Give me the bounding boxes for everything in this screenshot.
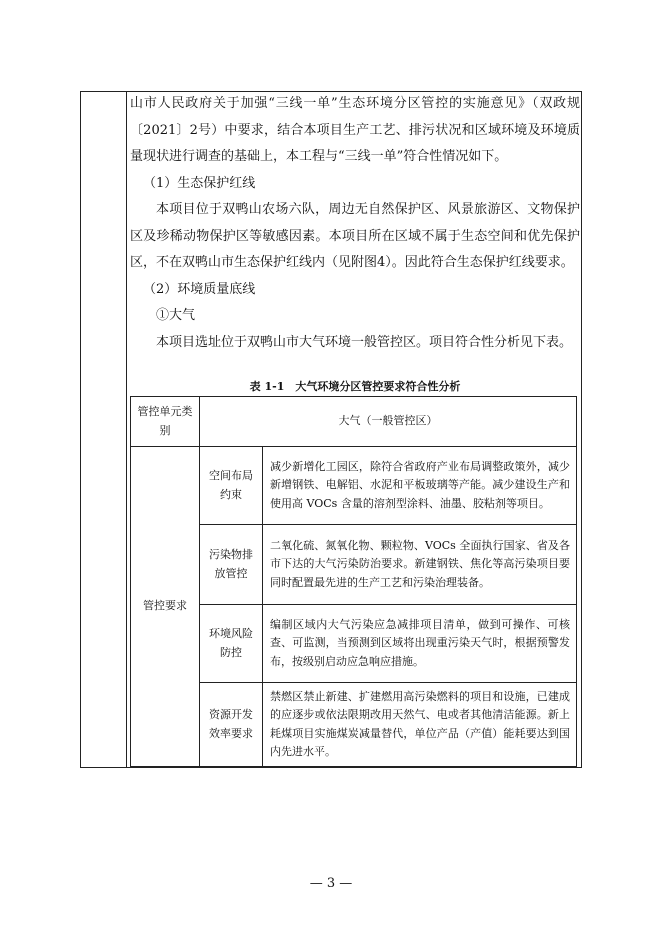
heading-environment-quality: （2）环境质量底线 [143, 281, 256, 297]
table-caption: 表 1-1 大气环境分区管控要求符合性分析 [249, 380, 461, 393]
row-text-spatial-layout: 减少新增化工园区，除符合省政府产业布局调整政策外，减少新增钢铁、电解铝、水泥和平板玻璃等产能。减少建设生产和使用高 VOCs 含量的溶剂型涂料、油墨、胶粘剂等项目。 [263, 447, 577, 525]
table-row [131, 447, 577, 525]
paragraph-ecological-red-line: 本项目位于双鸭山农场六队，周边无自然保护区、风景旅游区、文物保护区及珍稀动物保护区等敏感因素。本项目所在区域不属于生态空间和优先保护区，不在双鸭山市生态保护红线内（见附图4）。因此符合生态保护红线要求。 [130, 202, 580, 270]
category-control-requirements: 管控要求 [131, 447, 200, 767]
page-number: — 3 — [309, 876, 353, 891]
header-atmosphere-general: 大气（一般管控区） [200, 397, 577, 447]
outer-table-column-divider [126, 92, 127, 767]
paragraph-atmosphere: 本项目选址位于双鸭山市大气环境一般管控区。项目符合性分析见下表。 [156, 334, 573, 350]
header-unit-category: 管控单元类别 [131, 397, 200, 447]
table-header-row [131, 397, 577, 447]
heading-ecological-red-line: （1）生态保护红线 [143, 175, 256, 191]
atmosphere-control-table [130, 396, 577, 767]
heading-atmosphere: ①大气 [156, 308, 196, 323]
row-label-risk-prevention: 环境风险防控 [200, 605, 263, 683]
row-text-pollutant-discharge: 二氧化硫、氮氧化物、颗粒物、VOCs 全面执行国家、省及各市下达的大气污染防治要求。新建钢铁、焦化等高污染项目要同时配置最先进的生产工艺和污染治理装备。 [263, 525, 577, 605]
body-text [130, 91, 580, 356]
paragraph-intro: 山市人民政府关于加强“三线一单”生态环境分区管控的实施意见》（双政规〔2021〕2号）中要求，结合本项目生产工艺、排污状况和区域环境及环境质量现状进行调查的基础上，本工程与“三线一单”符合性情况如下。 [130, 96, 580, 164]
row-label-resource-efficiency: 资源开发效率要求 [200, 683, 263, 767]
row-label-spatial-layout: 空间布局约束 [200, 447, 263, 525]
row-text-risk-prevention: 编制区域内大气污染应急减排项目清单，做到可操作、可核查、可监测，当预测到区域将出现重污染天气时，根据预警发布，按级别启动应急响应措施。 [263, 605, 577, 683]
row-text-resource-efficiency: 禁燃区禁止新建、扩建燃用高污染燃料的项目和设施，已建成的应逐步或依法限期改用天然气、电或者其他清洁能源。新上耗煤项目实施煤炭减量替代，单位产品（产值）能耗要达到国内先进水平。 [263, 683, 577, 767]
row-label-pollutant-discharge: 污染物排放管控 [200, 525, 263, 605]
